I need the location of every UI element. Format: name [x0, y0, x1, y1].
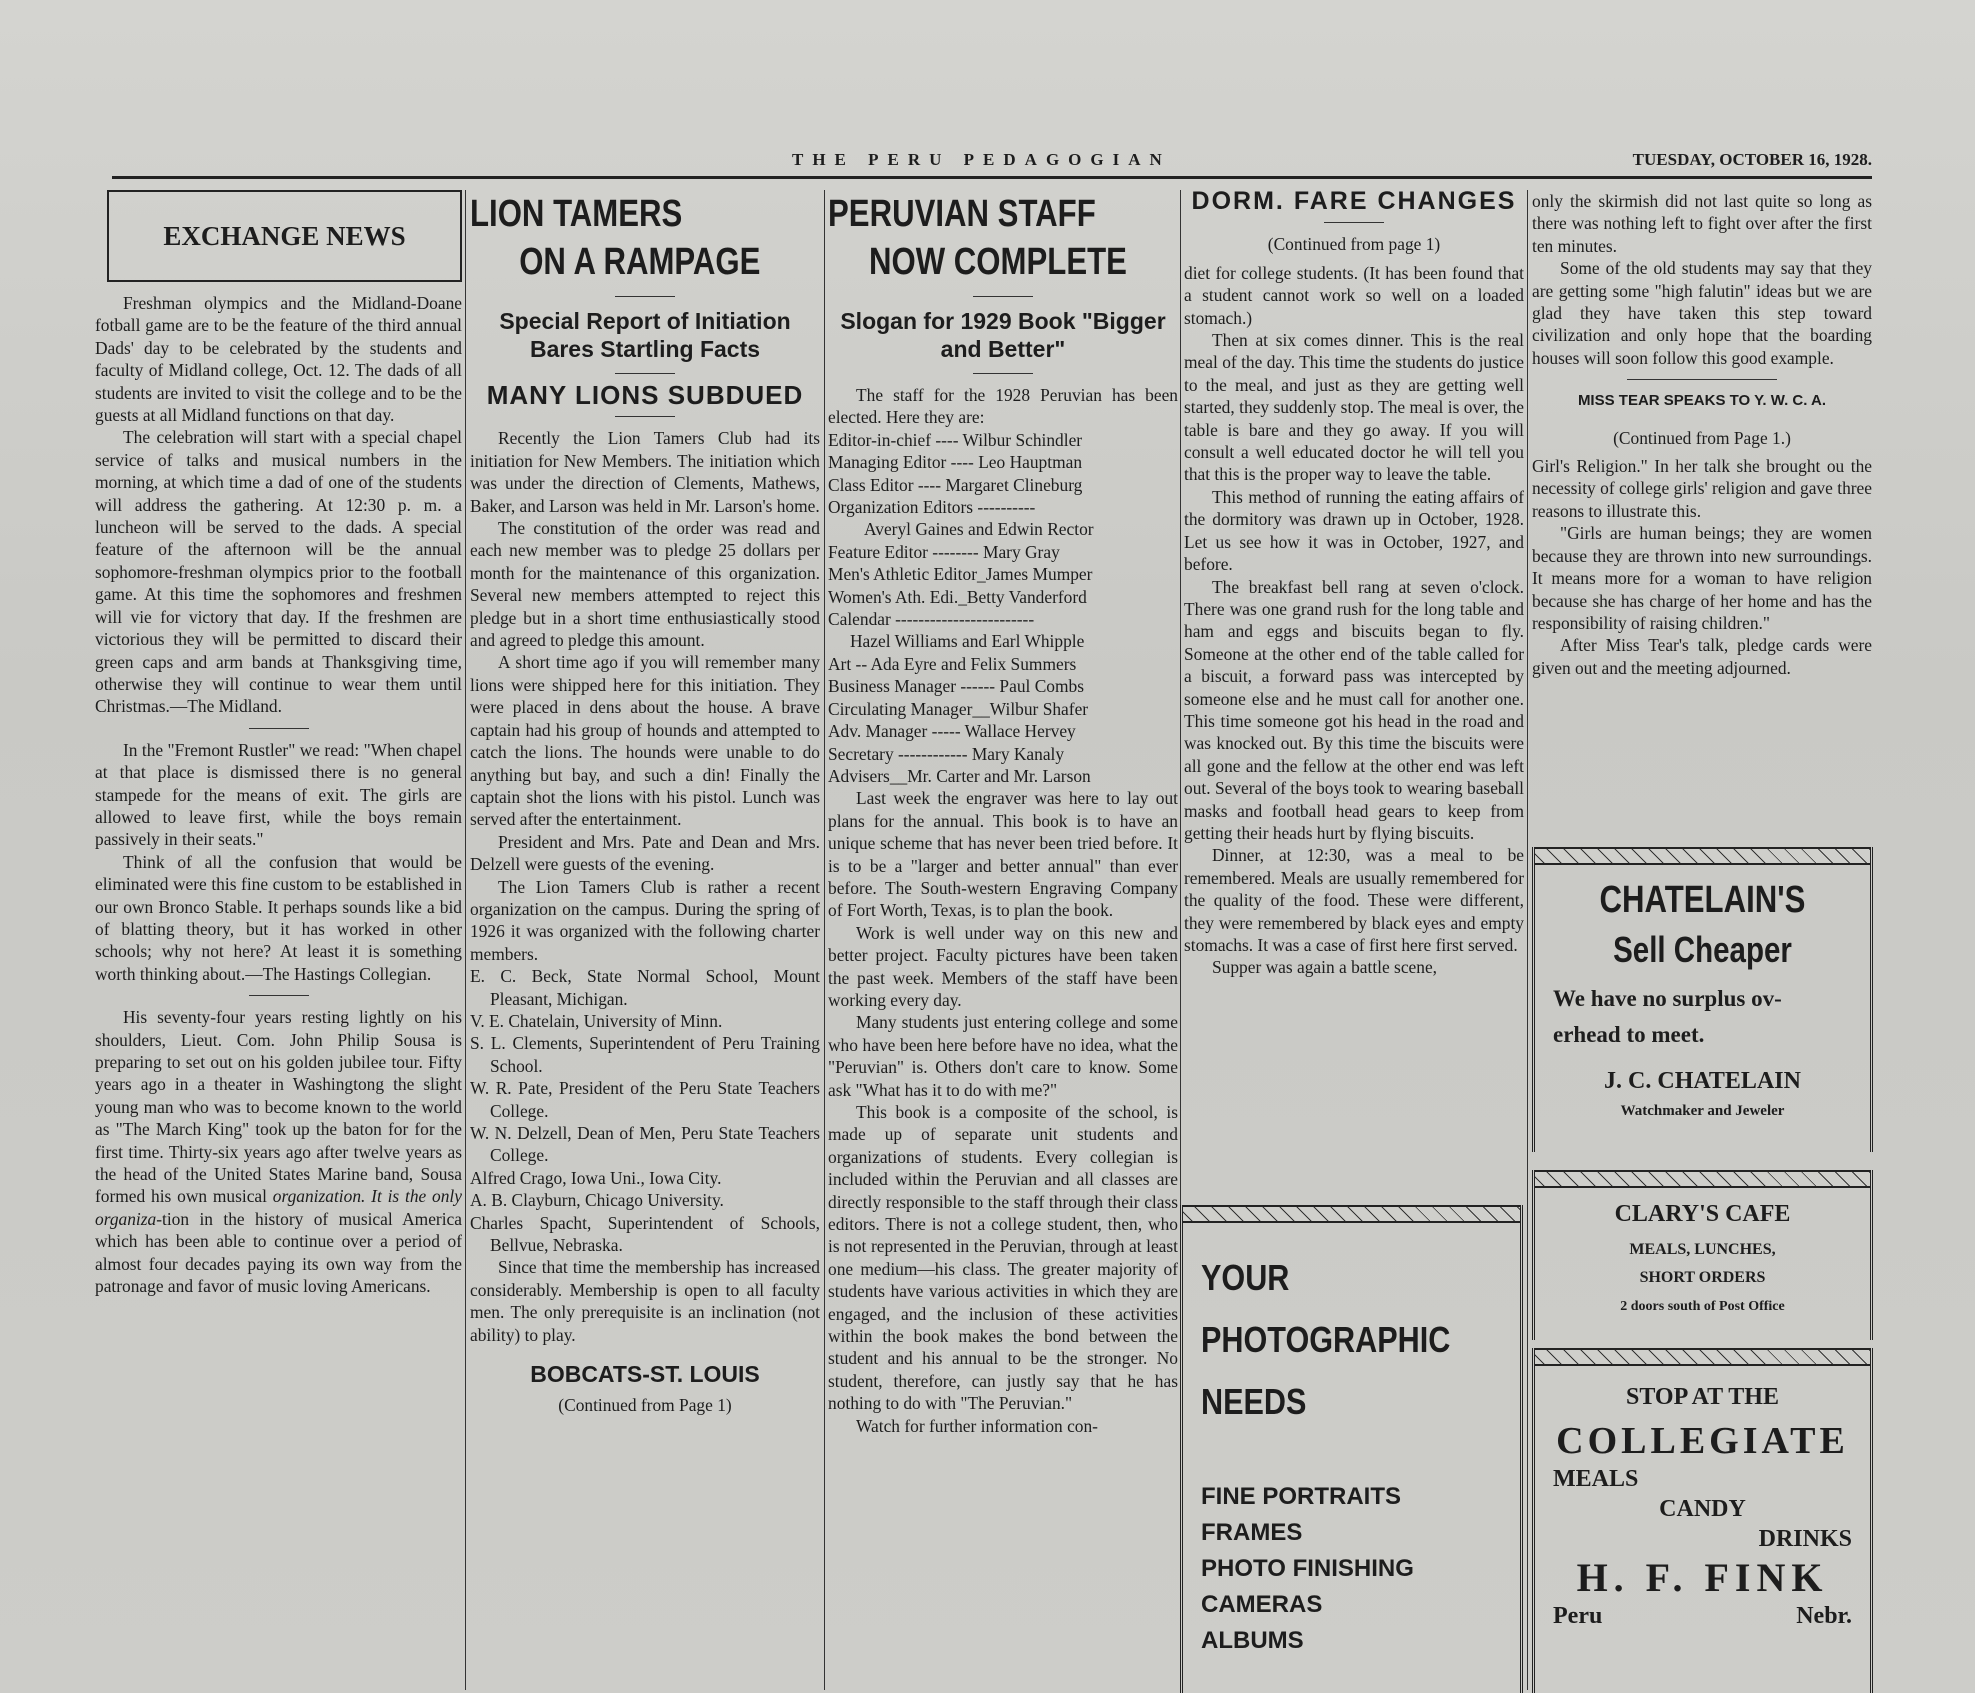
- staff-line: Adv. Manager ----- Wallace Hervey: [828, 721, 1076, 742]
- divider: [615, 296, 675, 297]
- divider: [615, 373, 675, 374]
- column-rule: [824, 190, 825, 1690]
- article-paragraph: [95, 1006, 462, 1297]
- staff-line: Advisers__Mr. Carter and Mr. Larson: [828, 765, 1091, 786]
- article-paragraph: Since that time the membership has increased considerably. Membership is open to all faculty men. The only prerequisite is an inclination (not ability) to play.: [470, 1257, 820, 1345]
- ad-item: FRAMES: [1201, 1519, 1303, 1546]
- staff-line: Class Editor ---- Margaret Clineburg: [828, 474, 1083, 495]
- photographic-needs-ad: [1180, 1205, 1523, 1693]
- article-paragraph: After Miss Tear's talk, pledge cards were given out and the meeting adjourned.: [1532, 635, 1872, 678]
- ad-drinks: DRINKS: [1758, 1526, 1852, 1552]
- member-item: W. N. Delzell, Dean of Men, Peru State Teachers College.: [470, 1123, 820, 1166]
- article-paragraph: This book is a composite of the school, is made up of separate unit students and organizations of students. Every collegian is included within the Peruvian and all classes are directly responsible to the staff through their class editors. There is not a college student, then, who is not represented in the Peruvian, through at least one medium—his class. The greater majority of students have various activities in which they are engaged, and the inclusion of these activities within the book makes the bond between the student and his annual to be the stronger. No student, therefore, can justly say that he has nothing to do with "The Peruvian.": [828, 1102, 1178, 1414]
- column-rule: [465, 190, 466, 1690]
- ad-meals: MEALS: [1553, 1466, 1639, 1492]
- issue-date: TUESDAY, OCTOBER 16, 1928.: [1632, 150, 1872, 169]
- ad-title: Watchmaker and Jeweler: [1620, 1103, 1785, 1119]
- ad-name: CLARY'S CAFE: [1614, 1201, 1791, 1227]
- article-paragraph: President and Mrs. Pate and Dean and Mrs. Delzell were guests of the evening.: [470, 831, 820, 875]
- ad-line: MEALS, LUNCHES,: [1629, 1241, 1776, 1258]
- column-exchange-news: [95, 190, 462, 1690]
- text-span: tion in the history of musical America which has been able to continue over a period of almost four decades paying its own way from the patronage and favor of music loving Americans.: [95, 1208, 462, 1297]
- text-span: His seventy-four years resting lightly on his shoulders, Lieut. Com. John Philip Sousa is preparing to set out on his golden jubilee tour. Fifty years ago in a theater in Washingtong the slight young man who was to become known to the world as "The March King" took up the baton for for the first time. Thirty-six years ago after twelve years as the head of the United States Marine band, Sousa formed his own musical: [95, 1007, 462, 1207]
- headline-line-2: ON A RAMPAGE: [519, 241, 761, 283]
- column-dorm-fare: [1184, 190, 1524, 1195]
- article-paragraph: Freshman olympics and the Midland-Doane fotball game are to be the feature of the third annual Dads' day to be celebrated by the students and faculty of Midland college, Oct. 12. The dads of all students are invited to visit the college and to be the guests at all Midland functions on that day.: [95, 293, 462, 426]
- article-paragraph: The celebration will start with a special chapel service of talks and musical numbers in the morning, at which time a dad of one of the students will address the gathering. At 12:30 p. m. a luncheon will be served to the dads. A special feature of the afternoon will be the annual sophomore-freshman olympics prior to the football game. At this time the sophomores and freshmen will vie for victory that day. If the freshmen are victorious they will be permitted to discard their green caps and arm bands at Thanksgiving time, otherwise they will continue to wear them until Christmas.—The Midland.: [95, 427, 462, 717]
- staff-line: Art -- Ada Eyre and Felix Summers: [828, 653, 1077, 674]
- paper-name: THE PERU PEDAGOGIAN: [792, 150, 1171, 169]
- staff-line: Averyl Gaines and Edwin Rector: [864, 519, 1094, 540]
- article-paragraph: Watch for further information con-: [856, 1415, 1098, 1436]
- article-paragraph: "Girls are human beings; they are women because they are thrown into new surroundings. It means more for a woman to have religion because she has charge of her home and has the responsibility of raising children.": [1532, 523, 1872, 633]
- column-rule: [1527, 190, 1528, 1690]
- staff-line: Calendar ------------------------: [828, 609, 1035, 630]
- article-paragraph: This method of running the eating affairs of the dormitory was drawn up in October, 1928. Let us see how it was in October, 1927, and before.: [1184, 486, 1524, 575]
- article-paragraph: Dinner, at 12:30, was a meal to be remembered. Meals are usually remembered for the quality of the food. These were different, they were remembered by black eyes and empty stomachs. It was a case of first here first served.: [1184, 845, 1524, 955]
- continued-note: (Continued from Page 1.): [1613, 427, 1791, 448]
- ad-line: 2 doors south of Post Office: [1620, 1299, 1785, 1314]
- ad-line: SHORT ORDERS: [1639, 1269, 1766, 1286]
- staff-line: Editor-in-chief ---- Wilbur Schindler: [828, 429, 1083, 450]
- masthead: [112, 150, 1872, 179]
- article-paragraph: Supper was again a battle scene,: [1212, 957, 1438, 978]
- ad-candy: CANDY: [1659, 1496, 1746, 1522]
- bobcats-headline: BOBCATS-ST. LOUIS: [530, 1361, 760, 1388]
- subheadline: Special Report of Initiation Bares Startling Facts: [499, 308, 791, 362]
- member-item: W. R. Pate, President of the Peru State Teachers College.: [470, 1078, 820, 1121]
- column-lion-tamers: [470, 190, 820, 1690]
- ad-item: FINE PORTRAITS: [1201, 1483, 1402, 1510]
- ornamental-border: [1183, 1205, 1520, 1223]
- ad-owner: H. F. FINK: [1576, 1555, 1829, 1600]
- ad-line: erhead to meet.: [1553, 1022, 1705, 1047]
- italic-text: organization. It is the only organiza-: [95, 1186, 462, 1229]
- article-paragraph: In the "Fremont Rustler" we read: "When chapel at that place is dismissed there is no general stampede for the means of exit. The girls are allowed to leave first, while the boys remain passively in their seats.": [95, 739, 462, 850]
- ad-line: STOP AT THE: [1626, 1384, 1779, 1410]
- article-paragraph: Work is well under way on this new and better project. Faculty pictures have been taken the past week. Members of the staff have been working every day.: [828, 922, 1178, 1010]
- article-paragraph: Think of all the confusion that would be eliminated were this fine custom to be established in our own Bronco Stable. It perhaps sounds like a bid of blatting theory, but it has worked in other schools; why not here? At least it is something worth thinking about.—The Hastings Collegian.: [95, 851, 462, 984]
- column-peruvian-staff: [828, 190, 1178, 1690]
- article-paragraph: Girl's Religion." In her talk she brought ou the necessity of college girls' religion and gave three reasons to illustrate this.: [1532, 456, 1872, 521]
- headline-line-1: LION TAMERS: [470, 193, 683, 235]
- article-paragraph: diet for college students. (It has been found that a student cannot work so well on a loaded stomach.): [1184, 262, 1524, 328]
- divider: [615, 416, 675, 417]
- ad-item: ALBUMS: [1201, 1627, 1304, 1654]
- member-item: A. B. Clayburn, Chicago University.: [470, 1190, 724, 1211]
- staff-line: Men's Athletic Editor_James Mumper: [828, 564, 1093, 585]
- staff-line: Women's Ath. Edi._Betty Vanderford: [828, 586, 1087, 607]
- ornamental-border: [1535, 1348, 1870, 1366]
- ad-line-your: YOUR: [1201, 1257, 1290, 1298]
- divider: [249, 728, 309, 729]
- staff-line: Feature Editor -------- Mary Gray: [828, 541, 1060, 562]
- ad-owner: J. C. CHATELAIN: [1604, 1068, 1801, 1094]
- article-paragraph: The staff for the 1928 Peruvian has been elected. Here they are:: [828, 385, 1178, 428]
- clarys-cafe-ad: [1532, 1170, 1873, 1340]
- member-item: Alfred Crago, Iowa Uni., Iowa City.: [470, 1167, 722, 1188]
- ornamental-border: [1535, 847, 1870, 865]
- staff-line: Circulating Manager__Wilbur Shafer: [828, 698, 1089, 719]
- collegiate-ad: [1532, 1348, 1873, 1693]
- continued-note: (Continued from page 1): [1267, 234, 1441, 255]
- ad-line-needs: NEEDS: [1201, 1381, 1307, 1422]
- staff-line: Organization Editors ----------: [828, 497, 1036, 518]
- ornamental-border: [1535, 1170, 1870, 1188]
- ad-slogan: Sell Cheaper: [1613, 929, 1792, 970]
- subheadline: Slogan for 1929 Book "Bigger and Better": [840, 308, 1166, 362]
- divider: [1324, 222, 1384, 223]
- miss-tear-headline: MISS TEAR SPEAKS TO Y. W. C. A.: [1577, 392, 1827, 410]
- exchange-news-header: EXCHANGE NEWS: [107, 190, 462, 282]
- article-paragraph: Recently the Lion Tamers Club had its initiation for New Members. The initiation which was under the direction of Clements, Mathews, Baker, and Larson was held in Mr. Larson's home.: [470, 428, 820, 516]
- article-paragraph: Then at six comes dinner. This is the real meal of the day. This time the students do justice to the meal, and just as they are getting well started, they suddenly stop. The meal is over, the table is bare and they go away. If you will consult a well educated doctor he will tell you that this is the proper way to leave the table.: [1184, 330, 1524, 485]
- ad-name: CHATELAIN'S: [1599, 879, 1806, 921]
- member-item: S. L. Clements, Superintendent of Peru Training School.: [470, 1033, 820, 1076]
- article-paragraph: Some of the old students may say that they are getting some "high falutin" ideas but we are glad they have taken this step toward civilization and only hope that the boarding houses will soon follow this good example.: [1532, 258, 1872, 368]
- divider: [1627, 379, 1777, 380]
- article-paragraph: The breakfast bell rang at seven o'clock. There was one grand rush for the long table and ham and eggs and biscuits began to fly. Someone at the other end of the table called for a biscuit, a forward pass was intercepted by someone else and he must call for another one. This time someone got his head in the road and was knocked out. By this time the biscuits were all gone and the fellow at the other end was left out. Several of the boys took to wearing baseball masks and football head gears to keep from getting their heads hurt by flying biscuits.: [1184, 576, 1524, 843]
- article-paragraph: only the skirmish did not last quite so long as there was nothing left to fight over after the first ten minutes.: [1532, 191, 1872, 256]
- continued-note: (Continued from Page 1): [558, 1395, 732, 1416]
- ad-item: CAMERAS: [1201, 1591, 1323, 1618]
- article-paragraph: A short time ago if you will remember many lions were shipped here for this initiation. They were placed in dens about the house. A brave captain had his group of hounds and attempted to catch the lions. The hounds were unable to do anything but bay, and such a din! Finally the captain shot the lions with his pistol. Lunch was served after the entertainment.: [470, 652, 820, 830]
- ad-line: We have no surplus ov-: [1553, 986, 1782, 1011]
- dorm-fare-headline: DORM. FARE CHANGES: [1191, 190, 1517, 215]
- article-paragraph: Last week the engraver was here to lay out plans for the annual. This book is to have an unique scheme that has never been tried before. It is to be a "larger and better annual" than ever before. The South-western Engraving Company of Fort Worth, Texas, is to plan the book.: [828, 788, 1178, 921]
- headline-line-2: NOW COMPLETE: [869, 241, 1127, 283]
- staff-line: Hazel Williams and Earl Whipple: [850, 631, 1085, 652]
- column-right: [1532, 190, 1872, 840]
- article-paragraph: The Lion Tamers Club is rather a recent organization on the campus. During the spring of 1926 it was organized with the following charter members.: [470, 876, 820, 964]
- ad-line-photographic: PHOTOGRAPHIC: [1201, 1319, 1451, 1360]
- divider: [973, 373, 1033, 374]
- ad-item: PHOTO FINISHING: [1201, 1555, 1414, 1582]
- chatelain-ad: [1532, 847, 1873, 1152]
- member-item: V. E. Chatelain, University of Minn.: [470, 1010, 723, 1031]
- deck-headline: MANY LIONS SUBDUED: [486, 380, 804, 410]
- member-item: E. C. Beck, State Normal School, Mount Pleasant, Michigan.: [470, 966, 820, 1009]
- ad-state: Nebr.: [1796, 1603, 1852, 1629]
- ad-town: Peru: [1553, 1603, 1603, 1629]
- article-paragraph: Many students just entering college and some who have been here before have no idea, what the "Peruvian" is. Others don't care to know. Some ask "What has it to do with me?": [828, 1012, 1178, 1100]
- divider: [249, 995, 309, 996]
- staff-line: Managing Editor ---- Leo Hauptman: [828, 452, 1083, 473]
- staff-line: Secretary ------------ Mary Kanaly: [828, 743, 1065, 764]
- staff-line: Business Manager ------ Paul Combs: [828, 676, 1084, 697]
- ad-name: COLLEGIATE: [1556, 1420, 1849, 1462]
- member-item: Charles Spacht, Superintendent of Schools, Bellvue, Nebraska.: [470, 1212, 820, 1256]
- divider: [973, 296, 1033, 297]
- headline-line-1: PERUVIAN STAFF: [828, 193, 1096, 235]
- article-paragraph: The constitution of the order was read and each new member was to pledge 25 dollars per month for the maintenance of this organization. Several new members attempted to reject this pledge but in a short time enthusiastically stood and agreed to pledge this amount.: [470, 518, 820, 651]
